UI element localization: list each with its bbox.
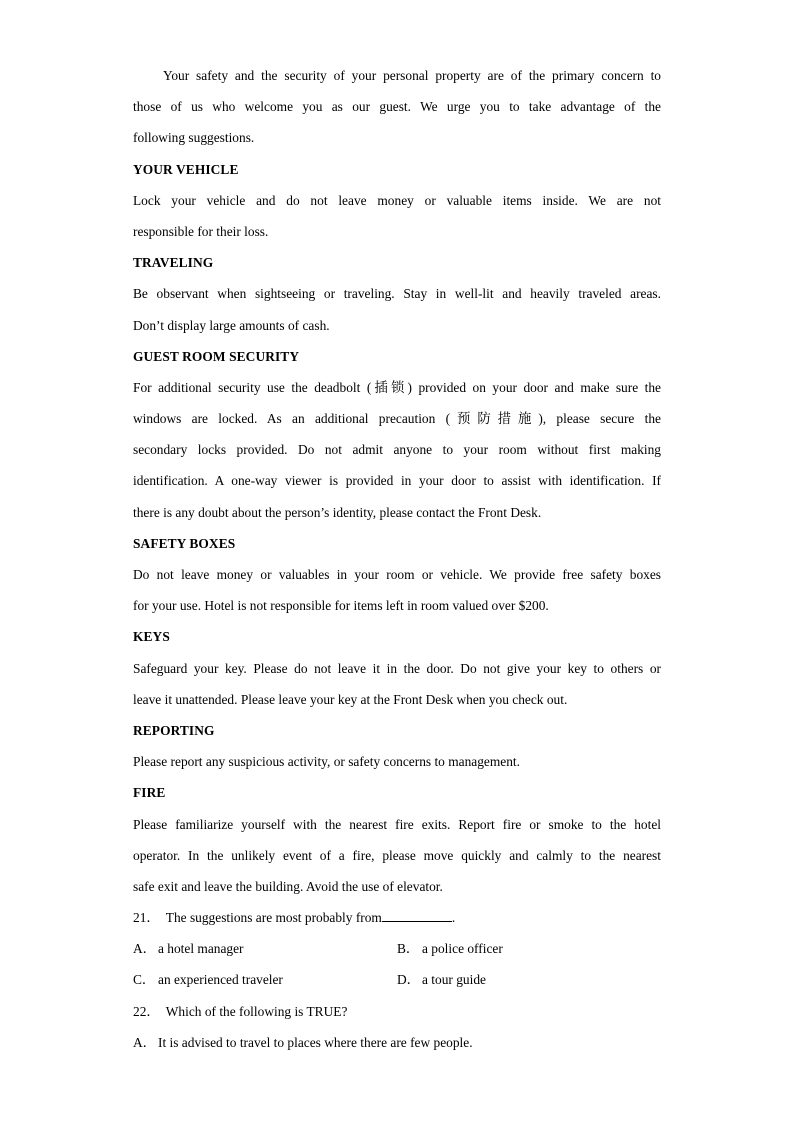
section-line: there is any doubt about the person’s identity, please contact the Front Desk. xyxy=(133,504,542,520)
option-b[interactable] xyxy=(397,933,661,964)
section-line: Do not leave money or valuables in your room or vehicle. We provide free safety boxes xyxy=(133,567,661,582)
section-line: Safeguard your key. Please do not leave it in the door. Do not give your key to others or xyxy=(133,660,661,676)
option-letter: A． xyxy=(133,941,157,957)
intro-line: Your safety and the security of your personal property are of the primary concern to xyxy=(163,68,661,83)
intro-line: following suggestions. xyxy=(133,130,255,146)
options-row xyxy=(133,964,661,995)
answer-blank xyxy=(382,909,452,922)
section-heading: REPORTING xyxy=(133,722,215,738)
section-keys xyxy=(133,621,661,715)
section-heading: KEYS xyxy=(133,629,170,645)
question-end: . xyxy=(451,910,456,926)
question-stem xyxy=(133,902,661,933)
option-letter: D． xyxy=(397,972,421,988)
option-text: a hotel manager xyxy=(158,941,244,957)
section-line: Please familiarize yourself with the nearest fire exits. Report fire or smoke to the hotel xyxy=(133,816,661,832)
section-line: secondary locks provided. Do not admit anyone to your room without first making xyxy=(133,442,661,458)
section-traveling xyxy=(133,247,661,341)
option-letter: B． xyxy=(397,941,420,957)
section-line: Be observant when sightseeing or traveling. Stay in well-lit and heavily traveled areas. xyxy=(133,286,661,302)
section-line: Don’t display large amounts of cash. xyxy=(133,317,330,333)
question-number: 22． xyxy=(133,1003,160,1019)
intro-line: those of us who welcome you as our guest. We urge you to take advantage of the xyxy=(133,99,661,115)
section-line: For additional security use the deadbolt (插锁) provided on your door and make sure the xyxy=(133,379,661,395)
option-d[interactable] xyxy=(397,964,661,995)
option-c[interactable] xyxy=(133,964,397,995)
question-stem xyxy=(133,996,661,1027)
section-line: operator. In the unlikely event of a fire, please move quickly and calmly to the nearest xyxy=(133,847,661,863)
section-reporting xyxy=(133,715,661,777)
section-heading: SAFETY BOXES xyxy=(133,535,236,551)
section-line: identification. A one-way viewer is provided in your door to assist with identification. If xyxy=(133,473,661,489)
document-page xyxy=(133,60,661,1058)
section-line: for your use. Hotel is not responsible for items left in room valued over $200. xyxy=(133,598,549,614)
question-text: Which of the following is TRUE? xyxy=(165,1003,348,1019)
section-fire xyxy=(133,777,661,902)
section-line: Please report any suspicious activity, or safety concerns to management. xyxy=(133,754,520,770)
section-heading: GUEST ROOM SECURITY xyxy=(133,348,300,364)
section-line: responsible for their loss. xyxy=(133,223,269,239)
section-heading: YOUR VEHICLE xyxy=(133,161,239,177)
question-22 xyxy=(133,996,661,1058)
section-line: leave it unattended. Please leave your key at the Front Desk when you check out. xyxy=(133,691,568,707)
section-guest-room-security xyxy=(133,341,661,528)
option-letter: A． xyxy=(133,1034,157,1050)
option-a[interactable] xyxy=(133,1027,661,1058)
question-number: 21． xyxy=(133,910,160,926)
question-21 xyxy=(133,902,661,996)
option-text: an experienced traveler xyxy=(158,972,283,988)
section-heading: TRAVELING xyxy=(133,255,214,271)
section-line: Lock your vehicle and do not leave money or valuable items inside. We are not xyxy=(133,192,661,208)
option-text: a police officer xyxy=(422,941,503,957)
option-text: a tour guide xyxy=(422,972,486,988)
question-text: The suggestions are most probably from xyxy=(165,910,382,926)
intro-paragraph xyxy=(133,60,661,154)
section-line: safe exit and leave the building. Avoid the use of elevator. xyxy=(133,878,443,894)
section-your-vehicle xyxy=(133,154,661,248)
section-safety-boxes xyxy=(133,528,661,622)
section-heading: FIRE xyxy=(133,785,166,801)
option-letter: C． xyxy=(133,972,156,988)
option-a[interactable] xyxy=(133,933,397,964)
section-line: windows are locked. As an additional precaution (预防措施), please secure the xyxy=(133,411,661,427)
options-row xyxy=(133,933,661,964)
option-text: It is advised to travel to places where there are few people. xyxy=(158,1034,473,1050)
